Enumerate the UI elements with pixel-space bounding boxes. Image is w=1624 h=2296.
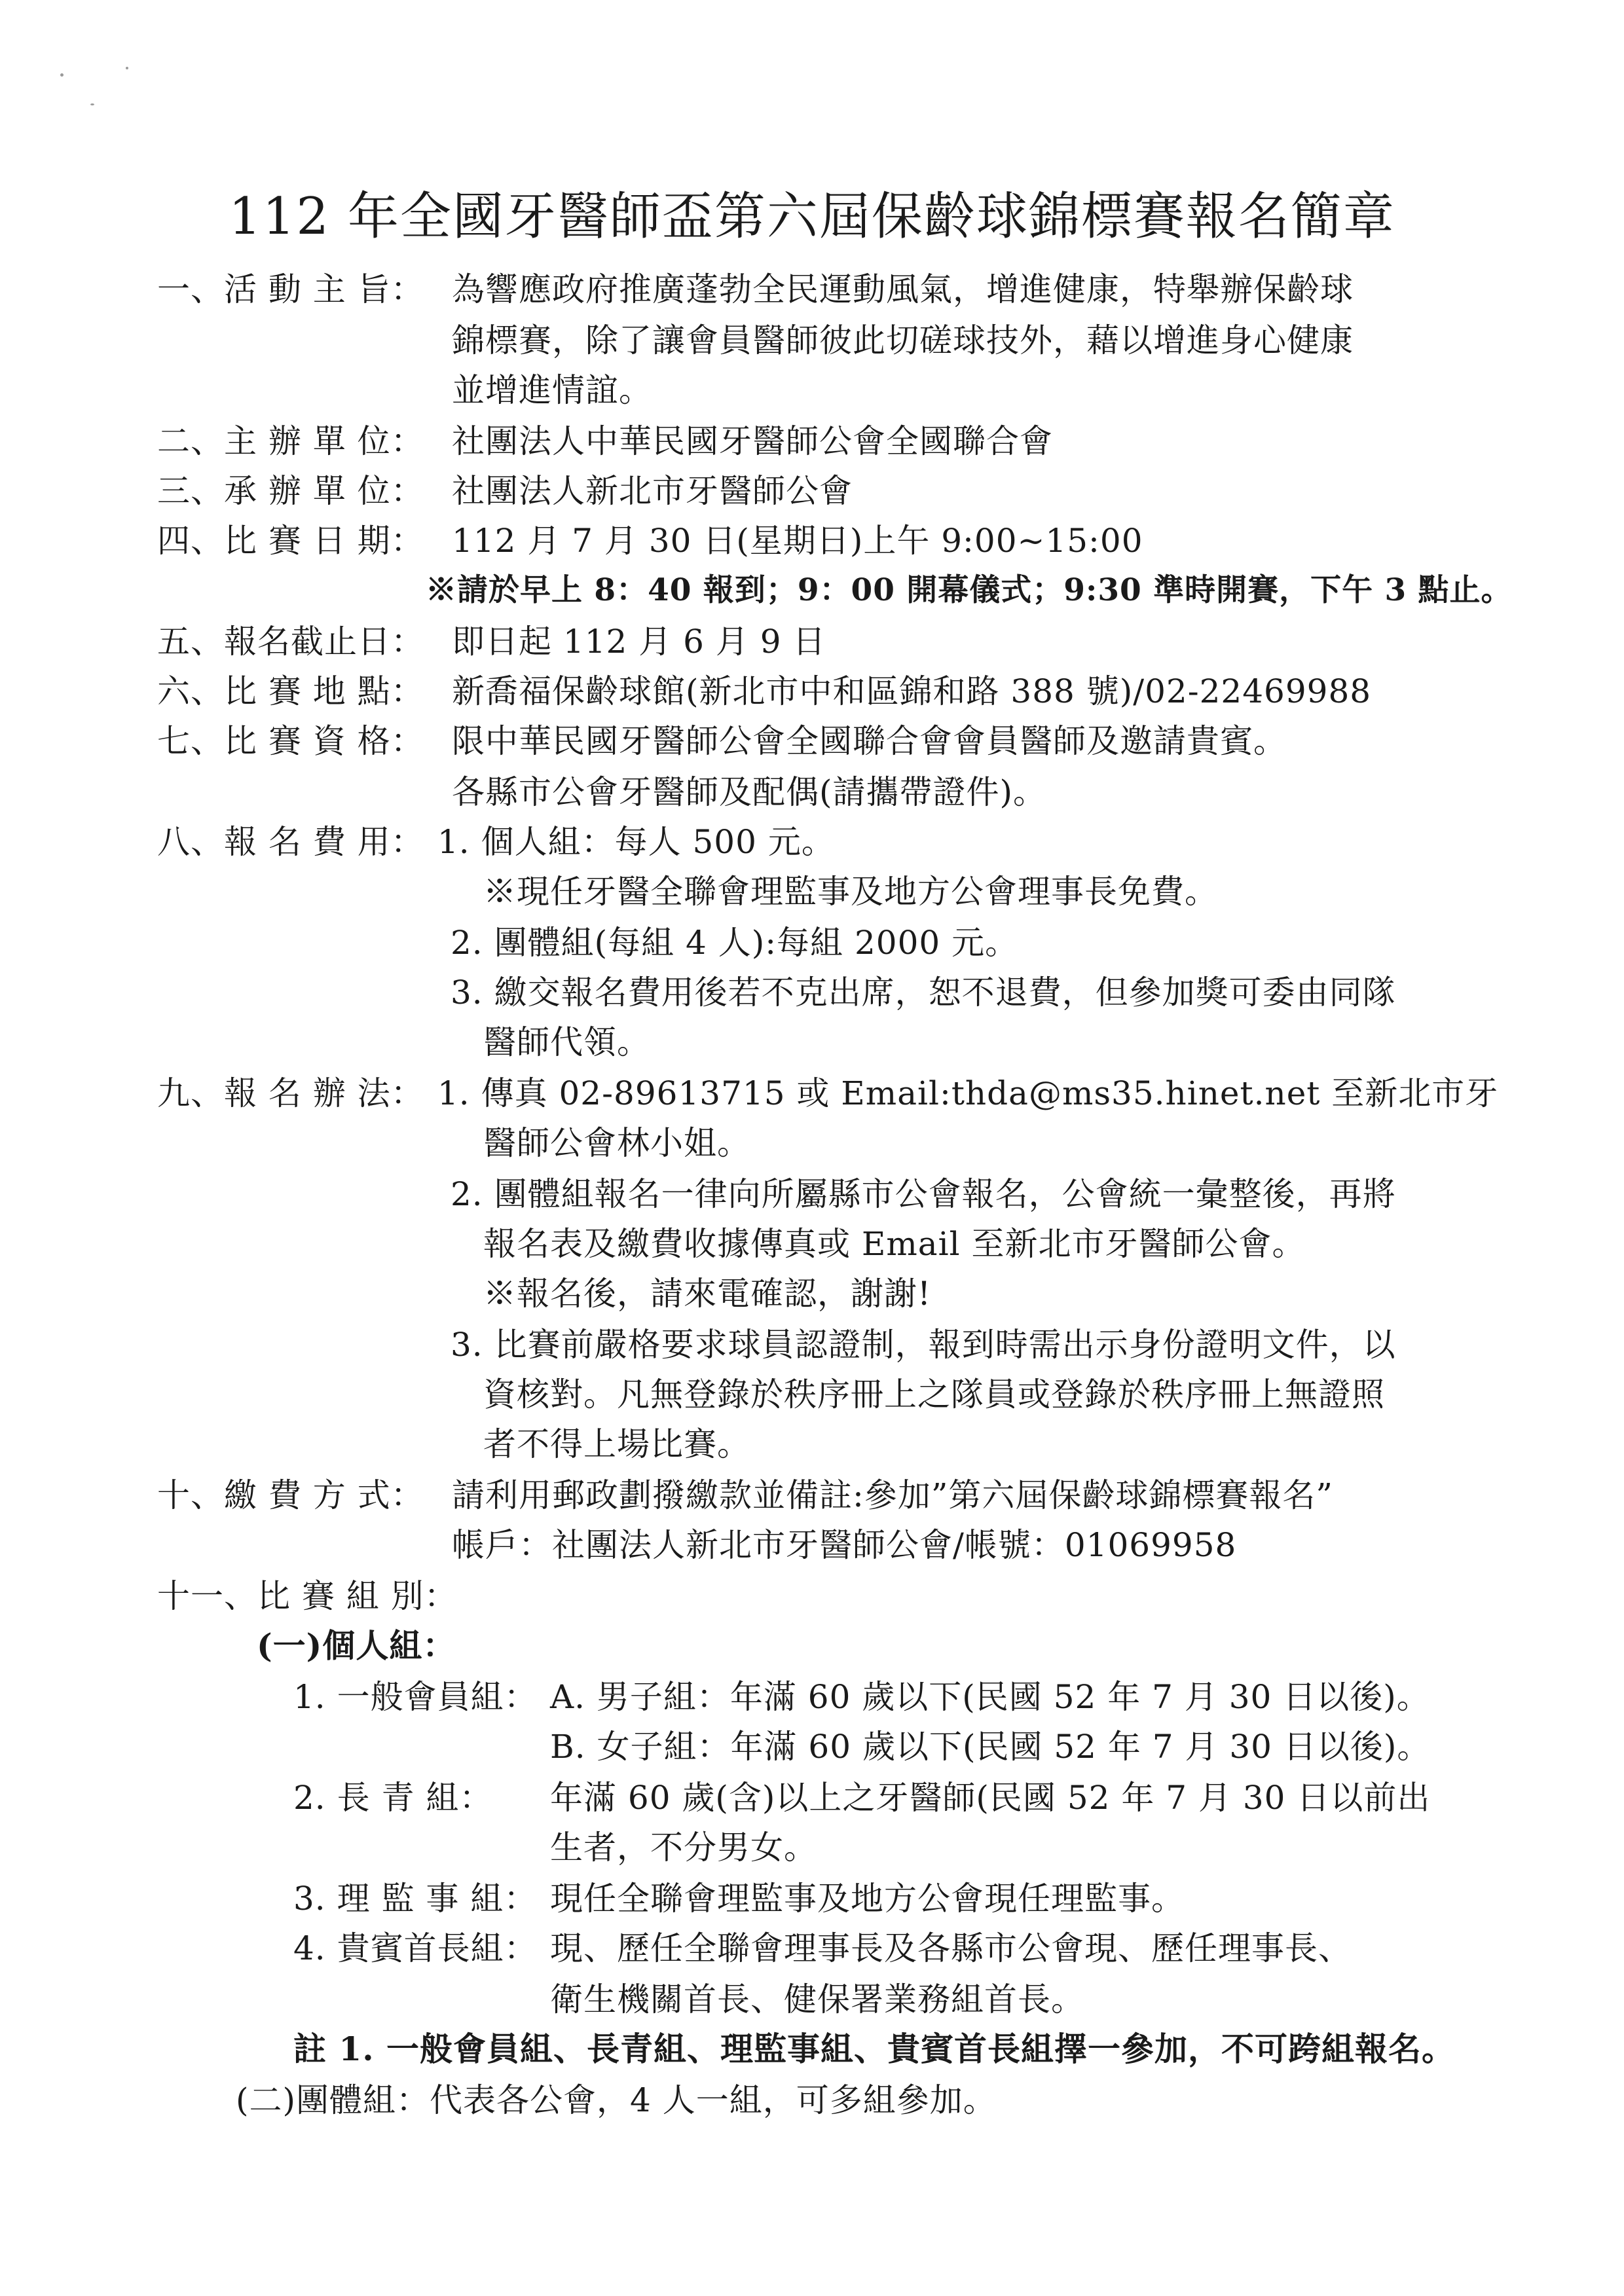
section-2-label: 二、主 辦 單 位： bbox=[157, 422, 424, 460]
section-9-label: 九、報 名 辦 法： bbox=[157, 1074, 424, 1112]
section-8-line-1: 1. 個人組：每人 500 元。 bbox=[437, 823, 835, 861]
group-3-text: 現任全聯會理監事及地方公會現任理監事。 bbox=[550, 1880, 1185, 1918]
section-10-line-1: 請利用郵政劃撥繳款並備註:參加”第六屆保齡球錦標賽報名” bbox=[452, 1476, 1333, 1514]
group-4-line-2: 衛生機關首長、健保署業務組首長。 bbox=[550, 1980, 1084, 2018]
group-4-line-1: 現、歷任全聯會理事長及各縣市公會現、歷任理事長、 bbox=[550, 1929, 1352, 1967]
individual-group-heading: (一)個人組： bbox=[257, 1626, 456, 1665]
group-1-line-2: B. 女子組：年滿 60 歲以下(民國 52 年 7 月 30 日以後)。 bbox=[550, 1728, 1431, 1766]
section-1-line-1: 為響應政府推廣蓬勃全民運動風氣，增進健康，特舉辦保齡球 bbox=[452, 270, 1354, 308]
section-11-label: 十一、比 賽 組 別： bbox=[157, 1577, 458, 1615]
section-8-line-4: 3. 繳交報名費用後若不克出席，恕不退費，但參加獎可委由同隊 bbox=[451, 974, 1396, 1011]
section-8-line-2: ※現任牙醫全聯會理監事及地方公會理事長免費。 bbox=[483, 873, 1218, 911]
section-5-label: 五、報名截止日： bbox=[157, 623, 424, 661]
page-title: 112 年全國牙醫師盃第六屆保齡球錦標賽報名簡章 bbox=[229, 187, 1395, 246]
section-6-label: 六、比 賽 地 點： bbox=[157, 672, 424, 710]
section-3-label: 三、承 辦 單 位： bbox=[157, 472, 424, 510]
section-9-line-3: 2. 團體組報名一律向所屬縣市公會報名，公會統一彙整後，再將 bbox=[451, 1175, 1396, 1213]
team-group-text: (二)團體組：代表各公會，4 人一組，可多組參加。 bbox=[236, 2081, 997, 2119]
group-2-line-1: 年滿 60 歲(含)以上之牙醫師(民國 52 年 7 月 30 日以前出 bbox=[550, 1779, 1431, 1817]
group-2-line-2: 生者，不分男女。 bbox=[550, 1829, 817, 1867]
section-9-line-1: 1. 傳真 02-89613715 或 Email:thda@ms35.hinet.net 至新北市牙 bbox=[437, 1074, 1499, 1112]
group-2-label: 2. 長 青 組： bbox=[293, 1779, 493, 1817]
section-7-label: 七、比 賽 資 格： bbox=[157, 722, 424, 760]
section-9-line-5: ※報名後，請來電確認，謝謝! bbox=[483, 1275, 932, 1313]
section-8-line-5: 醫師代領。 bbox=[483, 1023, 650, 1061]
group-3-label: 3. 理 監 事 組： bbox=[293, 1880, 538, 1918]
scan-speck bbox=[126, 67, 128, 69]
section-4-note: ※請於早上 8：40 報到；9：00 開幕儀式；9:30 準時開賽，下午 3 點止。 bbox=[426, 572, 1513, 608]
scan-speck bbox=[60, 73, 64, 77]
section-3-text: 社團法人新北市牙醫師公會 bbox=[452, 472, 853, 510]
section-10-line-2: 帳戶：社團法人新北市牙醫師公會/帳號：01069958 bbox=[452, 1526, 1237, 1564]
section-1-line-3: 並增進情誼。 bbox=[452, 371, 652, 409]
section-9-line-4: 報名表及繳費收據傳真或 Email 至新北市牙醫師公會。 bbox=[483, 1225, 1306, 1263]
section-9-line-7: 資核對。凡無登錄於秩序冊上之隊員或登錄於秩序冊上無證照 bbox=[483, 1376, 1385, 1413]
section-1-label: 一、活 動 主 旨： bbox=[157, 270, 424, 308]
section-5-text: 即日起 112 月 6 月 9 日 bbox=[452, 623, 826, 661]
section-6-text: 新喬福保齡球館(新北市中和區錦和路 388 號)/02-22469988 bbox=[452, 672, 1372, 710]
section-9-line-8: 者不得上場比賽。 bbox=[483, 1425, 750, 1463]
section-4-label: 四、比 賽 日 期： bbox=[157, 522, 424, 560]
section-8-label: 八、報 名 費 用： bbox=[157, 823, 424, 861]
section-9-line-6: 3. 比賽前嚴格要求球員認證制，報到時需出示身份證明文件，以 bbox=[451, 1326, 1396, 1364]
scan-speck bbox=[90, 103, 94, 105]
group-4-label: 4. 貴賓首長組： bbox=[293, 1929, 538, 1967]
section-8-line-3: 2. 團體組(每組 4 人):每組 2000 元。 bbox=[451, 924, 1019, 962]
section-7-line-2: 各縣市公會牙醫師及配偶(請攜帶證件)。 bbox=[452, 773, 1047, 811]
section-7-line-1: 限中華民國牙醫師公會全國聯合會會員醫師及邀請貴賓。 bbox=[452, 722, 1287, 760]
group-note: 註 1. 一般會員組、長青組、理監事組、貴賓首長組擇一參加，不可跨組報名。 bbox=[293, 2030, 1456, 2068]
section-9-line-2: 醫師公會林小姐。 bbox=[483, 1124, 750, 1162]
section-10-label: 十、繳 費 方 式： bbox=[157, 1476, 424, 1514]
section-1-line-2: 錦標賽，除了讓會員醫師彼此切磋球技外，藉以增進身心健康 bbox=[452, 321, 1354, 359]
group-1-label: 1. 一般會員組： bbox=[293, 1678, 538, 1716]
group-1-line-1: A. 男子組：年滿 60 歲以下(民國 52 年 7 月 30 日以後)。 bbox=[550, 1678, 1430, 1716]
section-4-text: 112 月 7 月 30 日(星期日)上午 9:00~15:00 bbox=[452, 522, 1143, 560]
section-2-text: 社團法人中華民國牙醫師公會全國聯合會 bbox=[452, 422, 1053, 460]
